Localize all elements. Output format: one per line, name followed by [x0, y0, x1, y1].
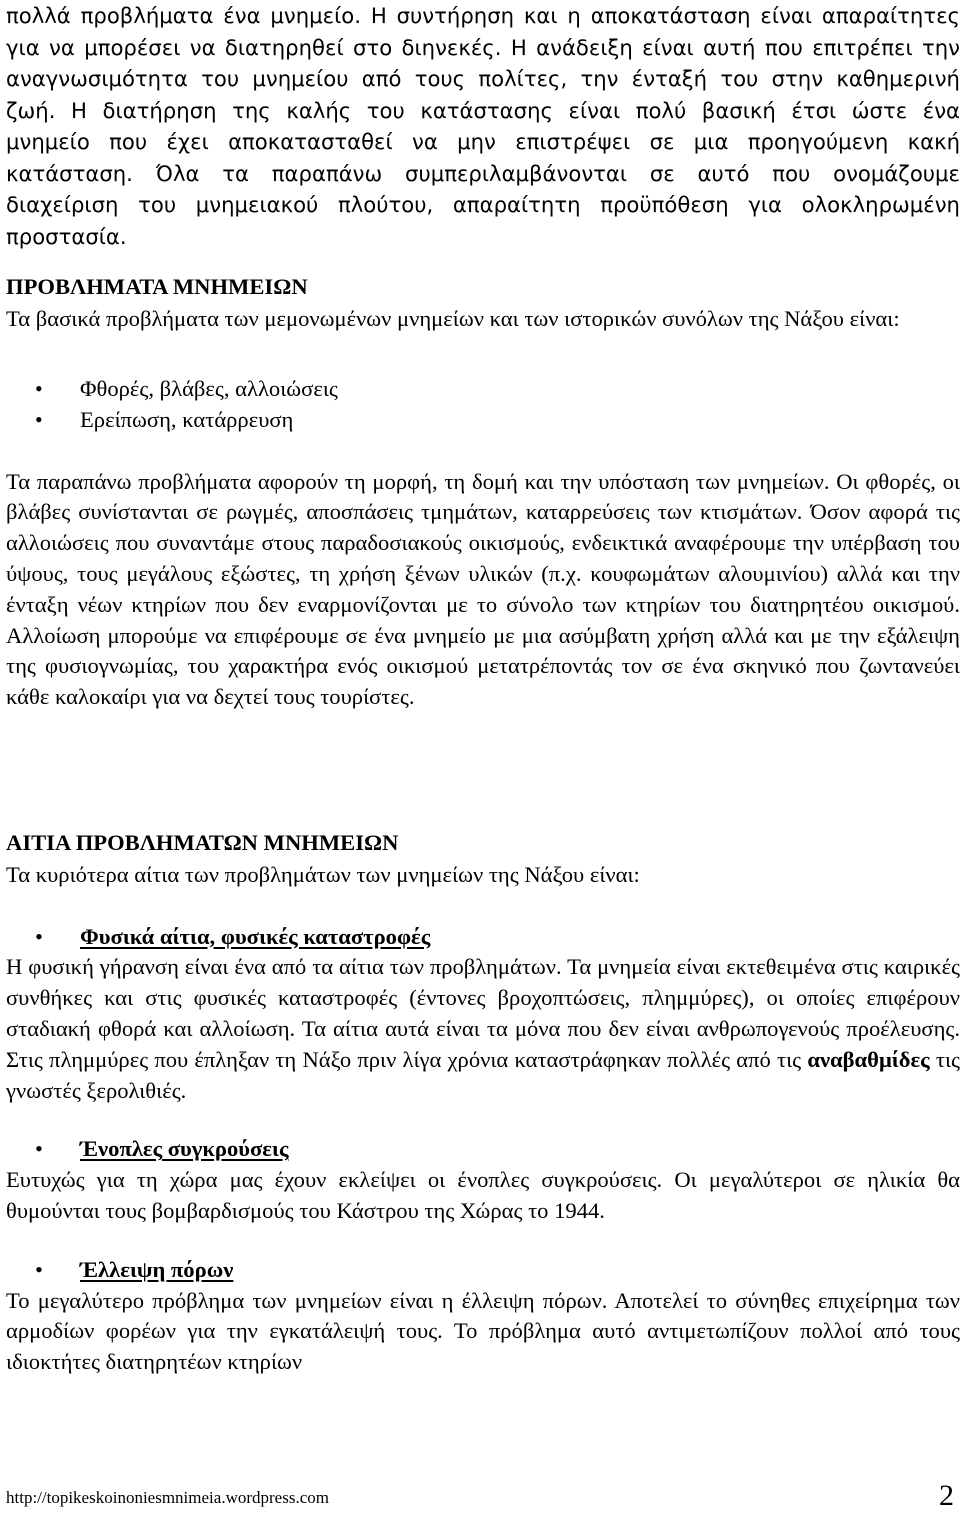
cause-natural-title: • Φυσικά αίτια, φυσικές καταστροφές	[6, 922, 960, 953]
bullet-icon: •	[35, 1256, 43, 1282]
problems-body: Τα παραπάνω προβλήματα αφορούν τη μορφή, τη δομή και την υπόσταση των μνημείων. Οι φθορές, οι βλάβες συνίστανται σε ρωγμές, αποσπάσεις τμημάτων, καταρρεύσεις των κτισμάτων. Όσον αφορά τις αλλοιώσεις που συναντάμε στους παραδοσιακούς οικισμούς, ενδεικτικά αναφέρουμε την υπέρβαση του ύψους, τους μεγάλους εξώστες, τη χρήση ξένων υλικών (π.χ. κουφωμάτων αλουμινίου) αλλά και την ένταξη νέων κτηρίων που δεν εναρμονίζονται με το σύνολο των κτηρίων του διατηρητέου οικισμού. Αλλοίωση μπορούμε να επιφέρουμε σε ένα μνημείο με μια ασύμβατη χρήση αλλά και με την εξάλειψη της φυσιογνωμίας, του χαρακτήρα ενός οικισμού μετατρέποντάς τον σε ένα σκηνικό που ζωντανεύει κάθε καλοκαίρι για να δεχτεί τους τουρίστες.	[6, 468, 960, 710]
causes-intro: Τα κυριότερα αίτια των προβλημάτων των μνημείων της Νάξου είναι:	[6, 861, 640, 887]
intro-text: πολλά προβλήματα ένα μνημείο. Η συντήρηση και η αποκατάσταση είναι απαραίτητες για να μπορέσει να διατηρηθεί στο διηνεκές. Η ανάδειξη είναι αυτή που επιτρέπει την αναγνωσιμότητα του μνημείου από τους πολίτες, την ένταξή του στην καθημερινή ζωή. Η διατήρηση της καλής του κατάστασης είναι πολύ βασική έτσι ώστε ένα μνημείο που έχει αποκατασταθεί να μην επιστρέψει σε μια προηγούμενη κακή κατάσταση. Όλα τα παραπάνω συμπεριλαμβάνονται σε αυτό που ονομάζουμε διαχείριση του μνημειακού πλούτου, απαραίτητη προϋπόθεση για ολοκληρωμένη προστασία.	[6, 3, 960, 249]
problems-intro: Τα βασικά προβλήματα των μεμονωμένων μνημείων και των ιστορικών συνόλων της Νάξου είναι:	[6, 305, 900, 331]
section-heading-problems: ΠΡΟΒΛΗΜΑΤΑ ΜΝΗΜΕΙΩΝ	[6, 274, 308, 299]
bold-term: αναβαθμίδες	[807, 1046, 930, 1072]
bullet-icon: •	[35, 1136, 43, 1162]
section-causes	[6, 828, 960, 1378]
section-heading-causes: ΑΙΤΙΑ ΠΡΟΒΛΗΜΑΤΩΝ ΜΝΗΜΕΙΩΝ	[6, 830, 399, 855]
cause-conflict-title: • Ένοπλες συγκρούσεις	[6, 1134, 960, 1165]
page-number: 2	[939, 1479, 954, 1512]
list-item: • Φθορές, βλάβες, αλλοιώσεις	[6, 373, 960, 404]
list-item: • Ερείπωση, κατάρρευση	[6, 404, 960, 435]
intro-paragraph	[6, 0, 960, 252]
cause-resources-title: • Έλλειψη πόρων	[6, 1255, 960, 1286]
problems-list	[6, 373, 960, 435]
cause-natural-text: Η φυσική γήρανση είναι ένα από τα αίτια των προβλημάτων. Τα μνημεία είναι εκτεθειμένα στις καιρικές συνθήκες και στις φυσικές καταστροφές (έντονες βροχοπτώσεις, πλημμύρες), οι οποίες επιφέρουν σταδιακή φθορά και αλλοίωση. Τα αίτια αυτά είναι τα μόνα που δεν είναι ανθρωπογενούς προέλευσης. Στις πλημμύρες που έπληξαν τη Νάξο πριν λίγα χρόνια καταστράφηκαν πολλές από τις αναβαθμίδες τις γνωστές ξερολιθιές.	[6, 954, 960, 1103]
cause-resources-text: Το μεγαλύτερο πρόβλημα των μνημείων είναι η έλλειψη πόρων. Αποτελεί το σύνηθες επιχείρημα των αρμοδίων φορέων για την εγκατάλειψή τους. Το πρόβλημα αυτό αντιμετωπίζουν πολλοί από τους ιδιοκτήτες διατηρητέων κτηρίων	[6, 1287, 960, 1375]
bullet-icon: •	[35, 923, 43, 949]
footer-url: http://topikeskoinoniesmnimeia.wordpress.com	[6, 1488, 329, 1507]
section-problems	[6, 272, 960, 713]
cause-conflict-text: Ευτυχώς για τη χώρα μας έχουν εκλείψει οι ένοπλες συγκρούσεις. Οι μεγαλύτεροι σε ηλικία θα θυμούνται τους βομβαρδισμούς του Κάστρου της Χώρας το 1944.	[6, 1167, 960, 1223]
